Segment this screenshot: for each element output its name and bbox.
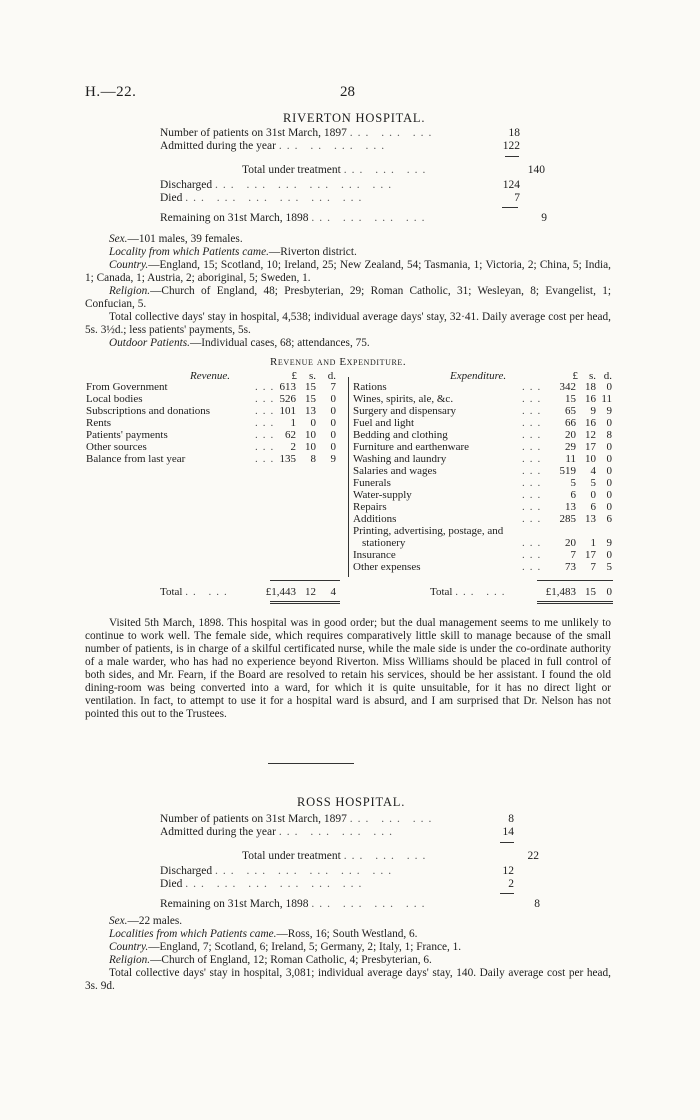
expenditure-amount-pence: 0 — [606, 453, 612, 465]
leader-dots: ... — [522, 549, 546, 561]
section-separator — [268, 763, 354, 764]
religion-line — [85, 954, 611, 967]
revenue-total-row — [160, 586, 232, 598]
sex-text: —101 males, 39 females. — [127, 233, 243, 245]
religion-text: —Church of England, 12; Roman Catholic, 4; Presbyterian, 6. — [150, 954, 432, 966]
leader-dots: ... — [522, 537, 546, 549]
outdoor-text: —Individual cases, 68; attendances, 75. — [189, 337, 370, 349]
expenditure-total-rule — [537, 580, 613, 581]
expenditure-amount-shillings: 1 — [590, 537, 596, 549]
sum-rule — [500, 842, 514, 843]
expenditure-row-label: Salaries and wages — [353, 465, 437, 477]
total-row — [242, 164, 430, 176]
revenue-amount-shillings: 10 — [305, 429, 316, 441]
expenditure-amount-shillings: 0 — [590, 489, 596, 501]
stat-row — [160, 826, 397, 838]
leader-dots: ... — [522, 417, 546, 429]
expenditure-row-label: Surgery and dispensary — [353, 405, 457, 417]
sex-text: —22 males. — [127, 915, 183, 927]
outdoor-label: Outdoor Patients. — [109, 337, 190, 349]
revenue-amount-pounds: 613 — [279, 381, 296, 393]
revenue-amount-shillings: 13 — [305, 405, 316, 417]
revenue-total-rule — [270, 580, 340, 581]
revenue-amount-pence: 9 — [330, 453, 336, 465]
out-label: Died — [160, 878, 183, 890]
expenditure-row-label: stationery — [362, 537, 406, 549]
stat-row — [160, 813, 436, 825]
revenue-amount-pence: 0 — [330, 405, 336, 417]
leader-dots: ... — [522, 381, 546, 393]
expenditure-amount-pounds: 7 — [570, 549, 576, 561]
page-number: 28 — [340, 84, 355, 100]
revenue-amount-pounds: 135 — [279, 453, 296, 465]
out-row — [160, 192, 366, 204]
leader-dots: ... ... ... ... — [311, 212, 430, 224]
total-row — [242, 850, 430, 862]
expenditure-total-row — [430, 586, 509, 598]
leader-dots: ... — [255, 429, 279, 441]
revenue-total-shillings: 12 — [305, 586, 316, 598]
leader-dots: ... — [522, 477, 546, 489]
revenue-row-label: Patients' payments — [86, 429, 168, 441]
expenditure-amount-shillings: 12 — [585, 429, 596, 441]
leader-dots: ... ... ... ... — [311, 898, 430, 910]
locality-text: —Ross, 16; South Westland, 6. — [276, 928, 418, 940]
expenditure-amount-pence: 9 — [606, 405, 612, 417]
revenue-row-label: Balance from last year — [86, 453, 186, 465]
expenditure-amount-pounds: 519 — [559, 465, 576, 477]
country-text: —England, 7; Scotland, 6; Ireland, 5; Germany, 2; Italy, 1; France, 1. — [148, 941, 462, 953]
locality-line — [85, 246, 611, 259]
total-label: Total under treatment — [242, 164, 341, 176]
revenue-double-rule — [270, 601, 340, 602]
col-pounds: £ — [291, 370, 297, 382]
expenditure-amount-shillings: 7 — [590, 561, 596, 573]
leader-dots: ... — [255, 453, 279, 465]
leader-dots: ... ... ... — [343, 164, 431, 176]
leader-dots: ... — [522, 513, 546, 525]
revenue-row-label: Subscriptions and donations — [86, 405, 211, 417]
stat-value: 14 — [502, 826, 514, 838]
expenditure-amount-pence: 11 — [601, 393, 612, 405]
expenditure-amount-pounds: 6 — [570, 489, 576, 501]
riverton-title: RIVERTON HOSPITAL. — [283, 111, 426, 125]
expenditure-heading: Expenditure. — [450, 370, 507, 382]
revenue-amount-shillings: 10 — [305, 441, 316, 453]
expenditure-amount-pence: 0 — [606, 465, 612, 477]
sex-line — [85, 233, 611, 246]
leader-dots: ... — [522, 441, 546, 453]
remaining-label: Remaining on 31st March, 1898 — [160, 898, 309, 910]
religion-label: Religion. — [109, 954, 151, 966]
stat-label: Admitted during the year — [160, 140, 276, 152]
expenditure-amount-pounds: 20 — [565, 537, 576, 549]
expenditure-amount-pounds: 342 — [559, 381, 576, 393]
remaining-label: Remaining on 31st March, 1898 — [160, 212, 309, 224]
sex-label: Sex. — [109, 915, 128, 927]
leader-dots: ... ... — [455, 586, 510, 598]
expenditure-double-rule — [537, 603, 613, 604]
out-row — [160, 878, 366, 890]
country-line — [85, 941, 611, 954]
sum-rule — [502, 207, 518, 208]
out-row — [160, 179, 396, 191]
expenditure-amount-pounds: 66 — [565, 417, 576, 429]
expenditure-amount-pence: 8 — [606, 429, 612, 441]
revenue-heading: Revenue. — [190, 370, 230, 382]
revenue-amount-pounds: 101 — [279, 405, 296, 417]
leader-dots: ... ... ... — [349, 127, 437, 139]
revenue-total-pounds: £1,443 — [265, 586, 296, 598]
expenditure-amount-pounds: 20 — [565, 429, 576, 441]
out-value: 12 — [502, 865, 514, 877]
revenue-total-pence: 4 — [330, 586, 336, 598]
expenditure-amount-pence: 0 — [606, 501, 612, 513]
expenditure-amount-pence: 0 — [606, 489, 612, 501]
expenditure-amount-pence: 0 — [606, 417, 612, 429]
expenditure-amount-pence: 0 — [606, 381, 612, 393]
expenditure-row-label: Printing, advertising, postage, and — [353, 525, 504, 537]
out-value: 2 — [508, 878, 514, 890]
leader-dots: ... ... ... ... ... ... — [185, 878, 367, 890]
expenditure-total-pence: 0 — [606, 586, 612, 598]
revenue-amount-pounds: 1 — [290, 417, 296, 429]
remaining-value: 8 — [534, 898, 540, 910]
col-pounds: £ — [572, 370, 578, 382]
revenue-double-rule — [270, 603, 340, 604]
expenditure-amount-shillings: 5 — [590, 477, 596, 489]
revenue-amount-shillings: 0 — [310, 417, 316, 429]
remaining-row — [160, 212, 430, 224]
country-text: —England, 15; Scotland, 10; Ireland, 25; New Zealand, 54; Tasmania, 1; Victoria, 2; China, 5; India, 1; Canada, 1; Austria, 2; aboriginal, 5; Sweden, 1. — [85, 259, 611, 284]
expenditure-row-label: Other expenses — [353, 561, 421, 573]
out-value: 124 — [502, 179, 520, 191]
locality-label: Locality from which Patients came. — [109, 246, 269, 258]
country-label: Country. — [109, 941, 149, 953]
leader-dots: ... — [522, 405, 546, 417]
expenditure-amount-pounds: 5 — [570, 477, 576, 489]
col-shillings: s. — [308, 370, 316, 382]
expenditure-total-shillings: 15 — [585, 586, 596, 598]
revenue-row-label: Other sources — [86, 441, 147, 453]
visit-report: Visited 5th March, 1898. This hospital was in good order; but the dual management seems to me unlikely to continue to work well. The female side, which requires comparatively little skill to manage because of the small number of patients, is in charge of a skilful certificated nurse, while the male side is under the co-ordinate authority of a male warder, who has had no experience beyond Riverton. Miss Williams should be placed in full control of both sides, and Mr. Fearn, if the Board are resolved to retain his services, should be her assistant. I found the old dining-room was being converted into a ward, for which it is quite unsuitable, for it has no direct light or ventilation. In fact, to attempt to use it for a hospital ward is absurd, and I am surprised that Dr. Nelson has not pointed this out to the Trustees. — [85, 617, 611, 720]
expenditure-amount-shillings: 17 — [585, 441, 596, 453]
leader-dots: ... — [522, 561, 546, 573]
revenue-amount-pence: 0 — [330, 441, 336, 453]
expenditure-row-label: Insurance — [353, 549, 396, 561]
religion-text: —Church of England, 48; Presbyterian, 29; Roman Catholic, 31; Wesleyan, 8; Evangelist, 1; Confucian, 5. — [85, 285, 611, 310]
out-label: Discharged — [160, 179, 213, 191]
country-label: Country. — [109, 259, 149, 271]
revenue-amount-shillings: 8 — [310, 453, 316, 465]
out-row — [160, 865, 396, 877]
expenditure-amount-pounds: 285 — [559, 513, 576, 525]
sex-label: Sex. — [109, 233, 128, 245]
expenditure-amount-shillings: 16 — [585, 393, 596, 405]
out-label: Discharged — [160, 865, 213, 877]
total-label: Total under treatment — [242, 850, 341, 862]
expenditure-row-label: Fuel and light — [353, 417, 415, 429]
expenditure-amount-shillings: 9 — [590, 405, 596, 417]
expenditure-amount-pounds: 29 — [565, 441, 576, 453]
accounts-divider — [348, 377, 349, 577]
expenditure-amount-pence: 9 — [606, 537, 612, 549]
revenue-amount-pounds: 2 — [290, 441, 296, 453]
stat-value: 18 — [508, 127, 520, 139]
total-value: 140 — [527, 164, 545, 176]
stat-value: 8 — [508, 813, 514, 825]
expenditure-row-label: Rations — [353, 381, 387, 393]
leader-dots: ... ... ... ... — [278, 826, 397, 838]
expenditure-amount-shillings: 17 — [585, 549, 596, 561]
col-pence: d. — [603, 370, 612, 382]
leader-dots: ... ... ... — [343, 850, 431, 862]
total-value: 22 — [527, 850, 539, 862]
locality-text: —Riverton district. — [268, 246, 357, 258]
revenue-amount-pence: 7 — [330, 381, 336, 393]
expenditure-amount-pounds: 15 — [565, 393, 576, 405]
col-shillings: s. — [588, 370, 596, 382]
out-label: Died — [160, 192, 183, 204]
expenditure-amount-pounds: 13 — [565, 501, 576, 513]
leader-dots: ... .. ... ... — [278, 140, 390, 152]
leader-dots: ... — [522, 393, 546, 405]
expenditure-total-pounds: £1,483 — [545, 586, 576, 598]
expenditure-amount-shillings: 18 — [585, 381, 596, 393]
leader-dots: ... — [522, 501, 546, 513]
expenditure-amount-shillings: 4 — [590, 465, 596, 477]
stat-row — [160, 127, 436, 139]
leader-dots: ... ... ... ... ... ... — [185, 192, 367, 204]
leader-dots: ... — [255, 417, 279, 429]
stay-line: Total collective days' stay in hospital, 3,081; individual average days' stay, 140. Daily average cost per head, 3s. 9d. — [85, 967, 611, 992]
expenditure-amount-shillings: 13 — [585, 513, 596, 525]
expenditure-amount-pence: 5 — [606, 561, 612, 573]
revenue-row-label: Rents — [86, 417, 112, 429]
leader-dots: ... — [522, 429, 546, 441]
ross-title: ROSS HOSPITAL. — [297, 795, 406, 809]
leader-dots: ... — [522, 489, 546, 501]
stat-label: Number of patients on 31st March, 1897 — [160, 813, 347, 825]
accounts-heading: Revenue and Expenditure. — [270, 356, 407, 368]
sum-rule — [500, 893, 514, 894]
expenditure-row-label: Repairs — [353, 501, 387, 513]
leader-dots: ... — [522, 453, 546, 465]
revenue-amount-pounds: 526 — [279, 393, 296, 405]
leader-dots: ... — [522, 465, 546, 477]
religion-line — [85, 285, 611, 311]
expenditure-total-label: Total — [430, 586, 453, 598]
leader-dots: ... — [255, 381, 279, 393]
expenditure-row-label: Bedding and clothing — [353, 429, 448, 441]
expenditure-amount-pounds: 73 — [565, 561, 576, 573]
expenditure-amount-pence: 0 — [606, 549, 612, 561]
locality-label: Localities from which Patients came. — [109, 928, 277, 940]
expenditure-amount-shillings: 10 — [585, 453, 596, 465]
leader-dots: ... — [255, 405, 279, 417]
stat-row — [160, 140, 389, 152]
expenditure-amount-pence: 6 — [606, 513, 612, 525]
leader-dots: ... ... ... ... ... ... — [215, 865, 397, 877]
sex-line — [85, 915, 611, 928]
leader-dots: ... ... ... — [349, 813, 437, 825]
country-line — [85, 259, 611, 285]
remaining-value: 9 — [541, 212, 547, 224]
leader-dots: ... ... ... ... ... ... — [215, 179, 397, 191]
revenue-amount-pence: 0 — [330, 417, 336, 429]
religion-label: Religion. — [109, 285, 151, 297]
revenue-amount-shillings: 15 — [305, 393, 316, 405]
revenue-row-label: From Government — [86, 381, 168, 393]
leader-dots: ... — [255, 393, 279, 405]
expenditure-row-label: Funerals — [353, 477, 391, 489]
leader-dots: ... — [255, 441, 279, 453]
outdoor-line — [85, 337, 611, 350]
revenue-row-label: Local bodies — [86, 393, 143, 405]
expenditure-row-label: Water-supply — [353, 489, 412, 501]
expenditure-row-label: Additions — [353, 513, 397, 525]
stay-line: Total collective days' stay in hospital, 4,538; individual average days' stay, 32·41. Daily average cost per head, 5s. 3½d.; less patients' payments, 5s. — [85, 311, 611, 336]
stat-label: Admitted during the year — [160, 826, 276, 838]
expenditure-double-rule — [537, 601, 613, 602]
col-pence: d. — [327, 370, 336, 382]
remaining-row — [160, 898, 430, 910]
expenditure-row-label: Wines, spirits, ale, &c. — [353, 393, 454, 405]
expenditure-amount-pence: 0 — [606, 441, 612, 453]
out-value: 7 — [514, 192, 520, 204]
revenue-amount-pence: 0 — [330, 393, 336, 405]
leader-dots: .. ... — [185, 586, 232, 598]
expenditure-amount-shillings: 6 — [590, 501, 596, 513]
expenditure-amount-pounds: 65 — [565, 405, 576, 417]
revenue-amount-shillings: 15 — [305, 381, 316, 393]
expenditure-row-label: Washing and laundry — [353, 453, 447, 465]
expenditure-amount-shillings: 16 — [585, 417, 596, 429]
revenue-total-label: Total — [160, 586, 183, 598]
report-reference: H.—22. — [85, 84, 137, 100]
revenue-amount-pounds: 62 — [285, 429, 296, 441]
locality-line — [85, 928, 611, 941]
stat-label: Number of patients on 31st March, 1897 — [160, 127, 347, 139]
expenditure-amount-pence: 0 — [606, 477, 612, 489]
revenue-amount-pence: 0 — [330, 429, 336, 441]
sum-rule — [505, 156, 519, 157]
expenditure-amount-pounds: 11 — [565, 453, 576, 465]
expenditure-row-label: Furniture and earthenware — [353, 441, 470, 453]
stat-value: 122 — [502, 140, 520, 152]
